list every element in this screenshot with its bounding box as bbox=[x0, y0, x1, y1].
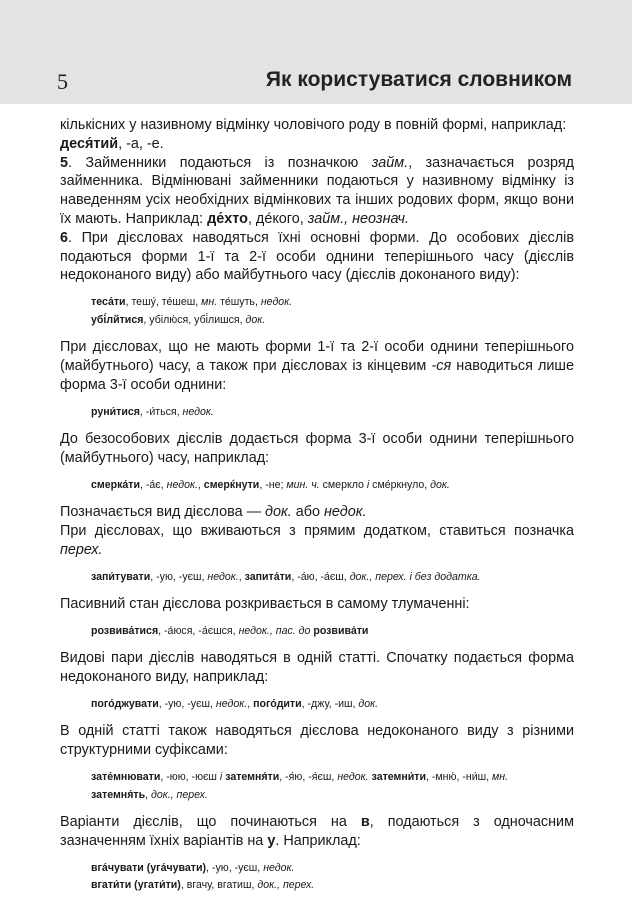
paragraph-text: При дієсловах, що не мають форми 1-ї та 2-ї особи однини теперішнього (майбутнього) часу, а також при дієсловах із кінцевим bbox=[60, 339, 574, 374]
letter-highlight: в bbox=[360, 814, 370, 831]
grammar-label: і bbox=[219, 771, 223, 784]
headword: пого́дити bbox=[253, 697, 302, 710]
example-block-1 bbox=[91, 294, 574, 329]
inflection-forms: , -ую, -уєш, bbox=[158, 697, 216, 710]
headword: розвива́тися bbox=[91, 624, 159, 637]
paragraph-text: Варіанти дієслів, що починаються на bbox=[60, 814, 361, 831]
paragraph-aspect bbox=[60, 503, 574, 522]
grammar-label: займ., неознач. bbox=[307, 210, 409, 227]
paragraph-suffixes bbox=[60, 722, 574, 760]
headword: запи́тувати bbox=[91, 570, 151, 583]
grammar-label: недок. bbox=[337, 771, 369, 784]
separator: , bbox=[145, 788, 151, 801]
headword: запита́ти bbox=[244, 570, 292, 583]
section-number: 6 bbox=[60, 229, 69, 246]
example-entry bbox=[91, 787, 574, 805]
inflection-forms: , вгачу, вгатиш, bbox=[180, 879, 258, 892]
inflection-forms: , убілю́ся, убі́лишся, bbox=[143, 313, 246, 326]
inflection-forms: сме́ркнуло, bbox=[369, 478, 431, 491]
grammar-label: недок. bbox=[260, 296, 293, 309]
paragraph-impersonal-sya bbox=[60, 338, 574, 394]
running-title: Як користуватися словником bbox=[265, 68, 572, 91]
inflection-forms: , -юю, -юєш bbox=[160, 771, 220, 784]
inflection-forms: смеркло bbox=[319, 478, 367, 491]
grammar-label: недок. bbox=[263, 861, 295, 874]
example-entry bbox=[91, 294, 574, 312]
paragraph-text: Видові пари дієслів наводяться в одній статті. Спочатку подається форма недоконаного виду, наприклад: bbox=[60, 650, 574, 686]
inflection-forms: , -я́ю, -я́єш, bbox=[279, 771, 338, 784]
grammar-label: недок., пас. до bbox=[238, 624, 311, 637]
grammar-label: док. bbox=[358, 697, 379, 710]
headword: смерка́ти bbox=[91, 478, 140, 491]
grammar-label: док., перех. і без додатка. bbox=[349, 570, 481, 583]
grammar-label: док. bbox=[430, 478, 450, 491]
separator: , bbox=[238, 570, 245, 583]
example-entry bbox=[91, 623, 574, 641]
paragraph-text: , подаються з одночасним зазначенням їхніх варіантів на bbox=[60, 814, 574, 849]
paragraph-text: До безособових дієслів додається форма 3-ї особи однини теперішнього (майбутнього) часу, наприклад: bbox=[60, 431, 574, 466]
example-entry bbox=[91, 312, 574, 330]
grammar-label: недок. bbox=[324, 504, 367, 521]
paragraph-text: . Наприклад: bbox=[275, 832, 361, 849]
example-entry bbox=[91, 860, 574, 878]
grammar-label: мин. ч. bbox=[286, 478, 320, 491]
inflection-forms: , де́кого, bbox=[247, 210, 308, 227]
paragraph-text: . При дієсловах наводяться їхні основні форми. До особових дієслів подаються форми 1-ї та 2-ї особи однини теперішнього часу (дієслів недоконаного виду) або майбутнього часу (дієслів доконаного виду): bbox=[60, 229, 574, 284]
page-header bbox=[0, 0, 632, 104]
headword: розвива́ти bbox=[313, 624, 369, 637]
headword: убі́лйтися bbox=[91, 313, 144, 326]
suffix-label: -ся bbox=[431, 357, 452, 374]
grammar-label: мн. bbox=[492, 771, 509, 784]
inflection-forms: , -а́є, bbox=[140, 478, 167, 491]
example-block-3 bbox=[91, 477, 574, 495]
paragraph-text: кількісних у називному відмінку чоловічого роду в повній формі, наприклад: bbox=[60, 117, 567, 133]
grammar-label: недок. bbox=[207, 570, 239, 583]
example-block-7 bbox=[91, 769, 574, 804]
paragraph-pronouns bbox=[60, 154, 574, 229]
separator: , bbox=[197, 478, 204, 491]
paragraph-impersonal bbox=[60, 430, 574, 468]
grammar-label: і bbox=[366, 478, 370, 491]
headword: вгати́ти (угати́ти) bbox=[91, 879, 181, 892]
inflection-forms: , -а́ю, -а́єш, bbox=[291, 570, 350, 583]
inflection-forms: , тешу́, те́шеш, bbox=[125, 296, 202, 309]
inflection-forms: , -а́юся, -а́єшся, bbox=[158, 624, 239, 637]
example-entry bbox=[91, 404, 574, 422]
grammar-label: недок. bbox=[166, 478, 198, 491]
grammar-label: док. bbox=[245, 313, 266, 326]
paragraph-1 bbox=[60, 116, 574, 154]
grammar-label: док., перех. bbox=[150, 788, 208, 801]
example-entry bbox=[91, 769, 574, 787]
paragraph-verbs bbox=[60, 229, 574, 285]
example-entry bbox=[91, 477, 574, 495]
inflection-forms: , -а, -е. bbox=[118, 135, 164, 152]
inflection-forms: те́шуть, bbox=[217, 296, 261, 309]
paragraph-transitive bbox=[60, 522, 574, 560]
example-block-2 bbox=[91, 404, 574, 422]
inflection-forms: , -мню́, -ни́ш, bbox=[425, 771, 493, 784]
headword: затемня́ти bbox=[225, 771, 280, 784]
paragraph-variants bbox=[60, 813, 574, 851]
inflection-forms: , -и́ться, bbox=[139, 405, 183, 418]
headword: зате́мнювати bbox=[91, 771, 161, 784]
inflection-forms: , -ую, -уєш, bbox=[206, 861, 264, 874]
headword: теса́ти bbox=[91, 296, 126, 309]
paragraph-text: Позначається вид дієслова — bbox=[60, 504, 265, 521]
paragraph-text: , зазначається розряд займенника. Відмінювані займенники подаються у називному відмінку із наведенням усіх необхідних відмінкових та інших родових форм, якщо вони їх мають. Наприклад: bbox=[60, 154, 575, 227]
grammar-label: мн. bbox=[201, 296, 218, 309]
paragraph-text: При дієсловах, що вживаються з прямим додатком, ставиться позначка bbox=[60, 522, 574, 539]
example-entry bbox=[91, 696, 574, 714]
headword: де́хто bbox=[207, 210, 248, 227]
paragraph-text: Пасивний стан дієслова розкривається в самому тлумаченні: bbox=[60, 596, 470, 613]
headword: затемня́ть bbox=[91, 788, 146, 801]
example-block-4 bbox=[91, 569, 574, 587]
example-block-8 bbox=[91, 860, 574, 895]
paragraph-aspect-pairs bbox=[60, 649, 574, 687]
example-block-5 bbox=[91, 623, 574, 641]
section-number: 5 bbox=[60, 154, 69, 171]
page-number: 5 bbox=[57, 69, 68, 94]
grammar-label: док., перех. bbox=[257, 879, 315, 892]
page-body bbox=[60, 116, 574, 904]
paragraph-text: наводиться лише форма 3-ї особи однини: bbox=[60, 357, 574, 393]
grammar-label: док. bbox=[264, 504, 292, 521]
headword: вга́чувати (уга́чувати) bbox=[91, 861, 207, 874]
example-block-6 bbox=[91, 696, 574, 714]
headword: смерќнути bbox=[203, 478, 260, 491]
inflection-forms: , -не; bbox=[259, 478, 287, 491]
example-entry bbox=[91, 569, 574, 587]
headword: деся́тий bbox=[60, 135, 119, 152]
inflection-forms: , -джу, -иш, bbox=[301, 697, 359, 710]
letter-highlight: у bbox=[267, 832, 276, 849]
headword: затемни́ти bbox=[371, 771, 426, 784]
inflection-forms: , -ую, -уєш, bbox=[150, 570, 208, 583]
separator: , bbox=[247, 697, 254, 710]
grammar-label: недок. bbox=[182, 405, 214, 418]
paragraph-text: В одній статті також наводяться дієслова недоконаного виду з різними структурними суфіксами: bbox=[60, 723, 574, 759]
paragraph-passive bbox=[60, 595, 574, 614]
paragraph-text: . Займенники подаються із позначкою bbox=[68, 154, 372, 171]
headword: руни́тися bbox=[91, 405, 140, 418]
paragraph-text: або bbox=[291, 504, 324, 521]
grammar-label: недок. bbox=[215, 697, 248, 710]
grammar-label: займ. bbox=[371, 154, 409, 171]
grammar-label: перех. bbox=[60, 541, 103, 558]
headword: пого́джувати bbox=[91, 697, 159, 710]
